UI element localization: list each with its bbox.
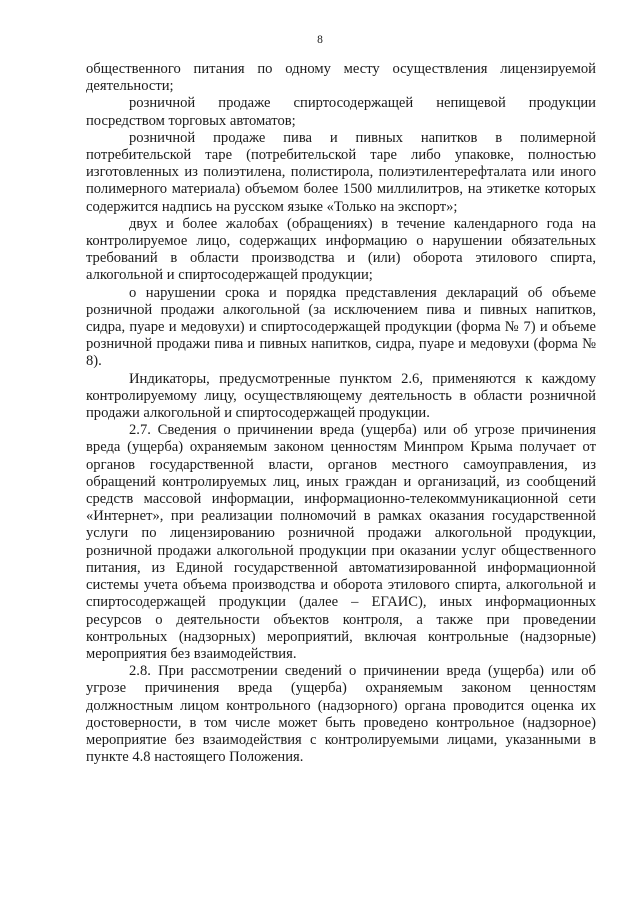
paragraph: розничной продаже спиртосодержащей непищевой продукции посредством торговых автоматов; xyxy=(86,95,596,129)
document-body xyxy=(86,61,596,766)
paragraph: о нарушении срока и порядка представления деклараций об объеме розничной продажи алкогольной (за исключением пива и пивных напитков, сидра, пуаре и медовухи) и спиртосодержащей продукции (форма № 7) и объеме розничной продажи пива и пивных напитков, сидра, пуаре и медовухи (форма № 8). xyxy=(86,284,596,370)
paragraph: Индикаторы, предусмотренные пунктом 2.6, применяются к каждому контролируемому лицу, осуществляющему деятельность в области розничной продажи алкогольной и спиртосодержащей продукции. xyxy=(86,370,596,422)
paragraph: розничной продаже пива и пивных напитков в полимерной потребительской таре (потребительской таре либо упаковке, полностью изготовленных из полиэтилена, полистирола, полиэтилентерефталата или иного полимерного материала) объемом более 1500 миллилитров, на этикетке которых содержится надпись на русском языке «Только на экспорт»; xyxy=(86,129,596,215)
paragraph: общественного питания по одному месту осуществления лицензируемой деятельности; xyxy=(86,61,596,95)
paragraph: 2.8. При рассмотрении сведений о причинении вреда (ущерба) или об угрозе причинения вреда (ущерба) охраняемым законом ценностям должностным лицом контрольного (надзорного) органа проводится оценка их достоверности, в том числе может быть проведено контрольное (надзорное) мероприятие без взаимодействия с контролируемыми лицами, указанными в пункте 4.8 настоящего Положения. xyxy=(86,663,596,766)
paragraph: двух и более жалобах (обращениях) в течение календарного года на контролируемое лицо, содержащих информацию о нарушении обязательных требований в области производства и (или) оборота этилового спирта, алкогольной и спиртосодержащей продукции; xyxy=(86,215,596,284)
paragraph: 2.7. Сведения о причинении вреда (ущерба) или об угрозе причинения вреда (ущерба) охраняемым законом ценностям Минпром Крыма получает от органов государственной власти, органов местного самоуправления, из обращений контролируемых лиц, иных граждан и организаций, из сообщений средств массовой информации, информационно-телекоммуникационной сети «Интернет», при реализации полномочий в рамках оказания государственной услуги по лицензированию розничной продажи алкогольной продукции, розничной продажи алкогольной продукции при оказании услуг общественного питания, из Единой государственной автоматизированной информационной системы учета объема производства и оборота этилового спирта, алкогольной и спиртосодержащей продукции (далее – ЕГАИС), иных информационных ресурсов о деятельности объектов контроля, а также при проведении контрольных (надзорных) мероприятий, включая контрольные (надзорные) мероприятия без взаимодействия. xyxy=(86,422,596,662)
page-number: 8 xyxy=(317,34,323,46)
